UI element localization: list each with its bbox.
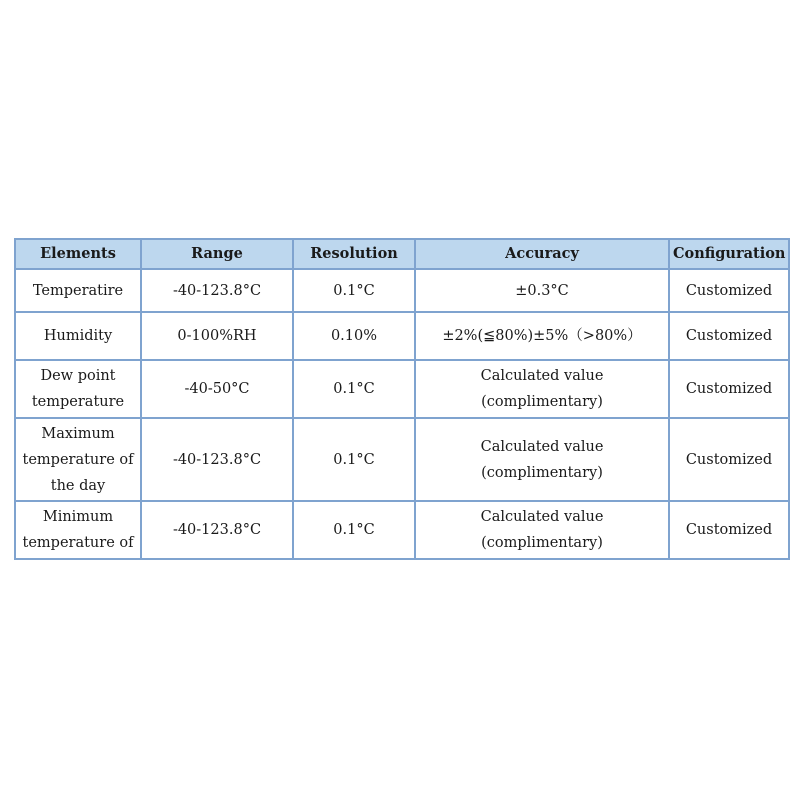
header-range: Range [141,239,293,269]
cell-resolution: 0.1°C [293,501,415,559]
cell-configuration: Customized [669,418,789,501]
cell-accuracy [415,418,669,501]
accuracy-label: Calculated value (complimentary) [480,368,604,410]
cell-accuracy [415,269,669,312]
cell-resolution: 0.1°C [293,418,415,501]
table-row [15,418,789,501]
element-label: Humidity [43,328,113,344]
cell-range: -40-123.8°C [141,418,293,501]
accuracy-label: ±0.3°C [515,282,569,299]
table-row [15,501,789,559]
cell-accuracy [415,501,669,559]
cell-element [15,360,141,418]
cell-range: -40-123.8°C [141,501,293,559]
element-label: Dew point temperature [31,368,125,410]
header-resolution: Resolution [293,239,415,269]
header-elements: Elements [15,239,141,269]
cell-configuration: Customized [669,312,789,360]
element-label: Maximum temperature of the day [22,425,134,494]
spec-table [14,238,790,560]
table-row [15,269,789,312]
cell-range: -40-123.8°C [141,269,293,312]
cell-range: -40-50°C [141,360,293,418]
table-row [15,360,789,418]
element-label: Minimum temperature of [22,509,134,551]
header-accuracy: Accuracy [415,239,669,269]
cell-resolution: 0.10% [293,312,415,360]
cell-configuration: Customized [669,269,789,312]
cell-range: 0-100%RH [141,312,293,360]
cell-element [15,269,141,312]
cell-configuration: Customized [669,360,789,418]
cell-element [15,501,141,559]
cell-accuracy [415,360,669,418]
table-row [15,312,789,360]
cell-resolution: 0.1°C [293,360,415,418]
cell-element [15,312,141,360]
header-configuration: Configuration [669,239,789,269]
element-label: Temperatire [32,282,124,299]
accuracy-label: Calculated value (complimentary) [480,509,604,551]
accuracy-label: Calculated value (complimentary) [480,438,604,481]
cell-element [15,418,141,501]
cell-configuration: Customized [669,501,789,559]
accuracy-label: ±2%(≦80%)±5%（>80%） [442,328,642,344]
cell-resolution: 0.1°C [293,269,415,312]
cell-accuracy [415,312,669,360]
header-row [15,239,789,269]
